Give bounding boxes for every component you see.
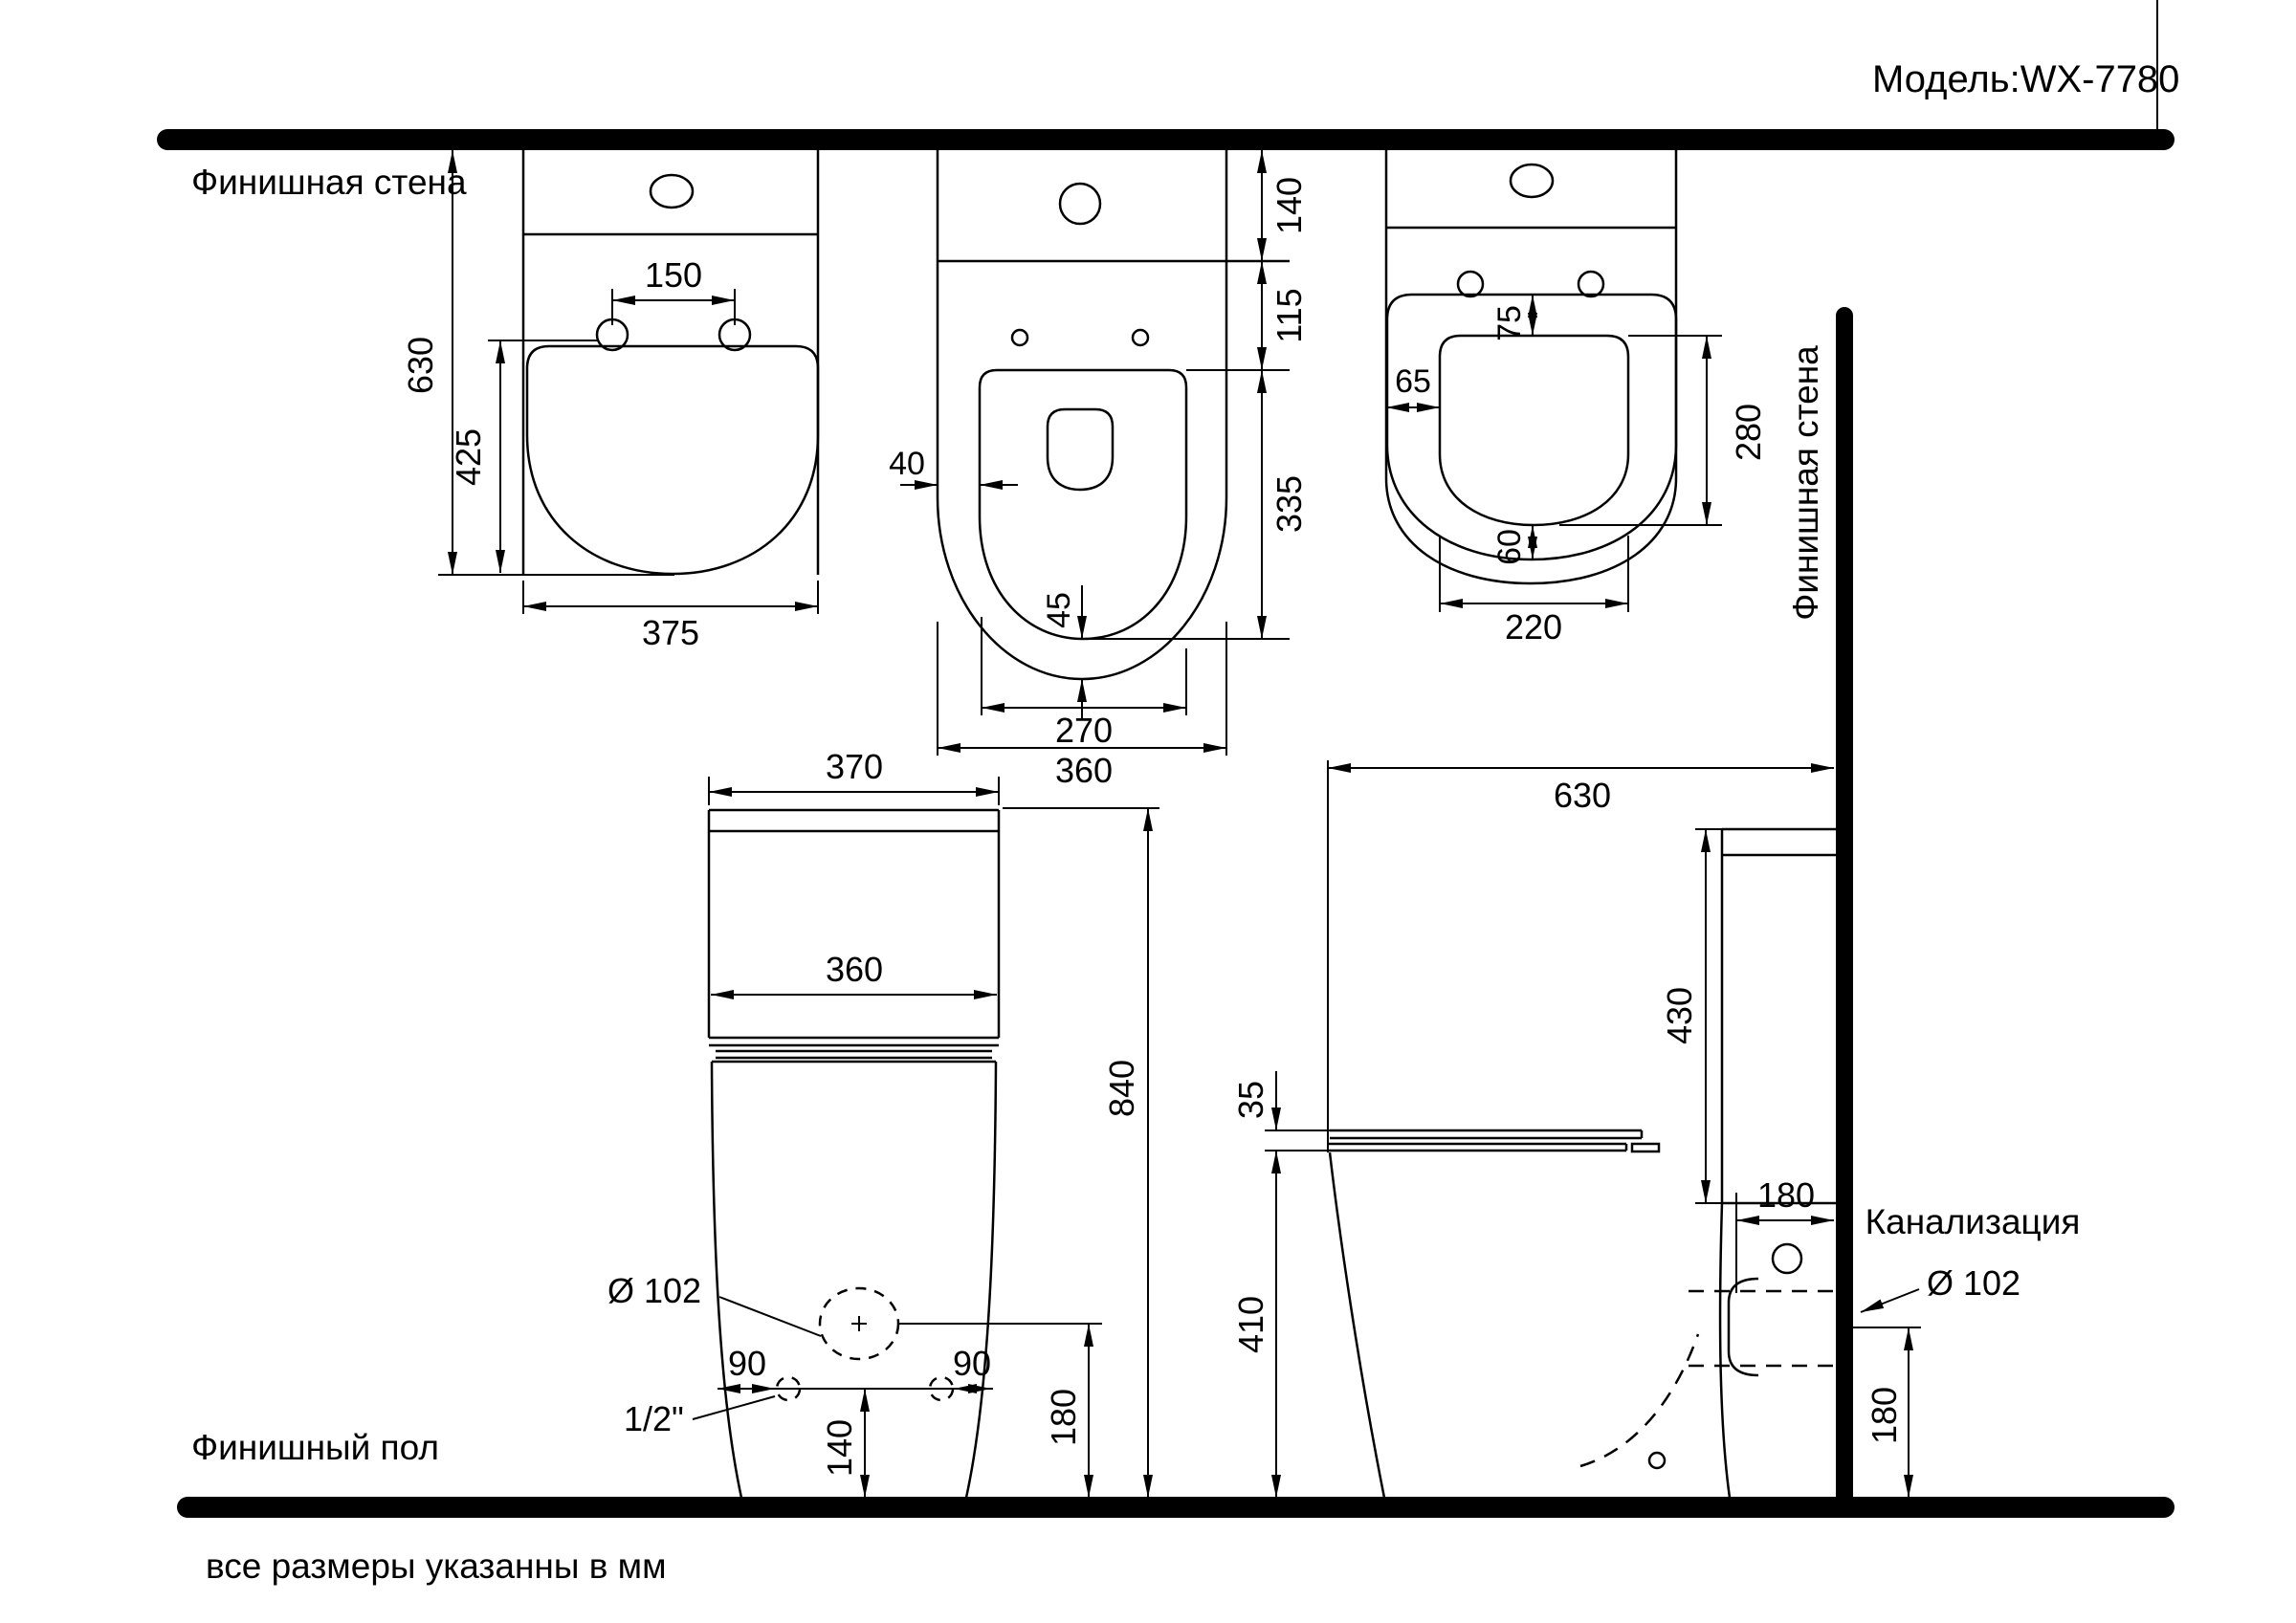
flush-button <box>651 175 693 208</box>
hinge-block <box>1632 1144 1659 1151</box>
wall-top-label: Финишная стена <box>191 163 467 202</box>
dim-115: 115 <box>1269 288 1309 343</box>
dim-630: 630 <box>401 336 440 395</box>
top-view-seat-up <box>889 150 1309 790</box>
dim-430: 430 <box>1660 986 1699 1045</box>
dim-45: 45 <box>1041 592 1077 628</box>
dim-630: 630 <box>1553 776 1612 815</box>
dim-180-offset: 180 <box>1756 1175 1816 1215</box>
front-view <box>607 747 1159 1498</box>
top-view-seat-down <box>1386 150 1768 647</box>
wall-right-label: Финишная стена <box>1786 345 1825 621</box>
finished-wall-right <box>1786 316 1844 1505</box>
hinge-hole-left <box>1012 330 1027 345</box>
hinge-hole-right <box>1133 330 1148 345</box>
pipe-connector-bracket <box>1729 1279 1758 1375</box>
dim-360: 360 <box>1054 751 1114 790</box>
dim-140: 140 <box>1269 176 1309 235</box>
floor-label: Финишный пол <box>191 1428 439 1467</box>
sewer-leader-line <box>1861 1289 1919 1312</box>
dim-75: 75 <box>1491 305 1528 341</box>
dim-150: 150 <box>644 255 703 295</box>
finished-wall-top <box>167 140 2164 202</box>
model-title: Модель:WX-7780 <box>1872 58 2180 100</box>
top-view-lid-closed <box>401 150 818 652</box>
finished-floor <box>188 1428 2164 1586</box>
trapway-hole <box>1649 1453 1665 1468</box>
dim-280: 280 <box>1729 403 1768 462</box>
dim-360: 360 <box>825 950 884 989</box>
seat-lid-outline <box>527 346 818 574</box>
flush-button <box>1060 184 1100 224</box>
dim-35: 35 <box>1231 1080 1270 1120</box>
seat-opening-outline <box>1440 336 1628 525</box>
sewer-diameter-label: Ø 102 <box>1927 1263 2021 1303</box>
dim-90-left: 90 <box>727 1344 767 1383</box>
dim-180-height: 180 <box>1865 1386 1904 1445</box>
units-note: все размеры указанны в мм <box>206 1546 667 1586</box>
dim-375: 375 <box>641 613 700 652</box>
dim-220: 220 <box>1504 607 1563 647</box>
inlet-leader-line <box>693 1396 775 1419</box>
dim-425: 425 <box>449 428 488 487</box>
dim-60: 60 <box>1491 529 1528 565</box>
sewer-label: Канализация <box>1865 1202 2081 1241</box>
dim-840: 840 <box>1102 1059 1141 1118</box>
drain-leader-line <box>719 1297 821 1336</box>
dim-180: 180 <box>1044 1388 1083 1447</box>
dim-370: 370 <box>825 747 884 786</box>
dim-90-right: 90 <box>952 1344 992 1383</box>
dim-65: 65 <box>1395 363 1431 400</box>
dim-40: 40 <box>889 446 925 482</box>
side-view <box>1231 760 2080 1498</box>
bowl-front-curve <box>1330 1152 1384 1498</box>
drain-opening <box>1048 409 1113 490</box>
hinge-left <box>1458 272 1483 296</box>
trapway-dashed-curve <box>1580 1334 1698 1466</box>
flush-button <box>1511 164 1553 197</box>
pedestal-left-curve <box>712 1062 741 1498</box>
pedestal-right-curve <box>966 1062 996 1498</box>
drain-diameter-label: Ø 102 <box>607 1271 702 1310</box>
dim-140: 140 <box>820 1418 859 1478</box>
rear-fixing-hole <box>1773 1244 1801 1273</box>
hinge-right <box>1578 272 1603 296</box>
dim-335: 335 <box>1269 474 1309 534</box>
dim-410: 410 <box>1231 1295 1270 1354</box>
inlet-thread-label: 1/2" <box>624 1399 684 1438</box>
dim-270: 270 <box>1054 711 1114 750</box>
